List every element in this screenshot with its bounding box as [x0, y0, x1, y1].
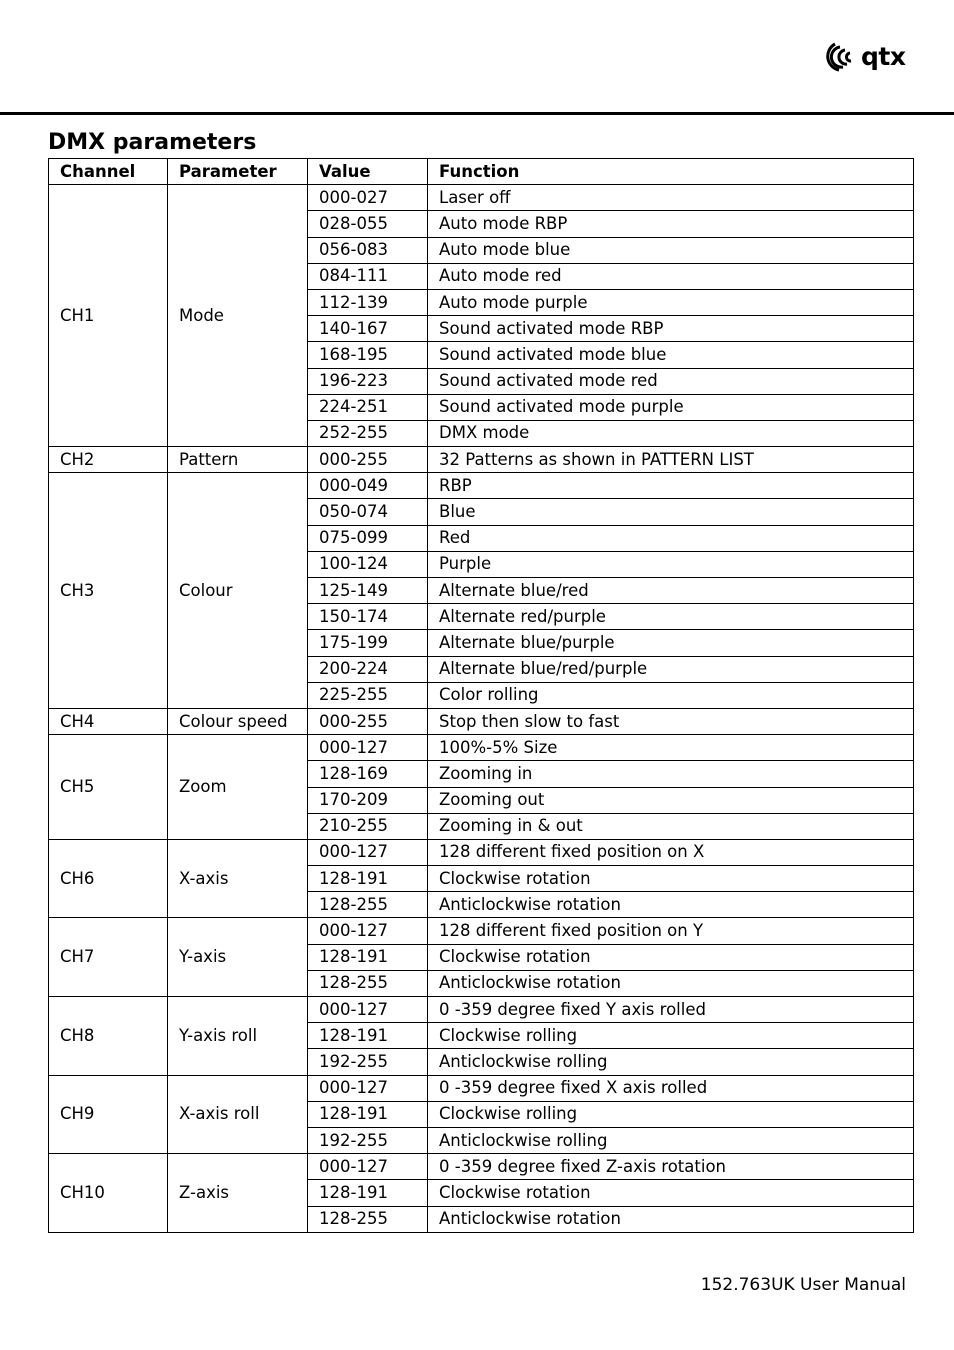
channel-cell: CH5	[49, 735, 168, 840]
value-cell: 128-255	[308, 970, 428, 996]
value-cell: 192-255	[308, 1049, 428, 1075]
table-row	[49, 708, 914, 734]
table-row	[49, 473, 914, 499]
column-header-function: Function	[428, 159, 914, 185]
table-row	[49, 735, 914, 761]
value-cell: 128-191	[308, 1023, 428, 1049]
value-cell: 112-139	[308, 289, 428, 315]
parameter-cell: Z-axis	[168, 1154, 308, 1233]
function-cell: Clockwise rotation	[428, 1180, 914, 1206]
parameter-cell: X-axis	[168, 839, 308, 918]
table-row	[49, 185, 914, 211]
channel-cell: CH6	[49, 839, 168, 918]
value-cell: 140-167	[308, 316, 428, 342]
brand-logo	[826, 40, 905, 74]
function-cell: Zooming out	[428, 787, 914, 813]
function-cell: Alternate blue/purple	[428, 630, 914, 656]
value-cell: 000-255	[308, 447, 428, 473]
function-cell: Anticlockwise rolling	[428, 1127, 914, 1153]
function-cell: Red	[428, 525, 914, 551]
value-cell: 084-111	[308, 263, 428, 289]
column-header-channel: Channel	[49, 159, 168, 185]
value-cell: 128-191	[308, 1101, 428, 1127]
function-cell: 100%-5% Size	[428, 735, 914, 761]
function-cell: Auto mode RBP	[428, 211, 914, 237]
value-cell: 196-223	[308, 368, 428, 394]
channel-cell: CH9	[49, 1075, 168, 1154]
function-cell: Blue	[428, 499, 914, 525]
page-title: DMX parameters	[48, 130, 257, 155]
value-cell: 056-083	[308, 237, 428, 263]
function-cell: Anticlockwise rotation	[428, 970, 914, 996]
channel-cell: CH2	[49, 447, 168, 473]
value-cell: 000-127	[308, 839, 428, 865]
value-cell: 000-127	[308, 735, 428, 761]
function-cell: Alternate blue/red	[428, 578, 914, 604]
channel-cell: CH8	[49, 997, 168, 1076]
value-cell: 168-195	[308, 342, 428, 368]
value-cell: 000-127	[308, 1075, 428, 1101]
value-cell: 128-169	[308, 761, 428, 787]
value-cell: 075-099	[308, 525, 428, 551]
value-cell: 192-255	[308, 1127, 428, 1153]
function-cell: 128 different fixed position on Y	[428, 918, 914, 944]
channel-cell: CH3	[49, 473, 168, 709]
function-cell: Anticlockwise rolling	[428, 1049, 914, 1075]
table-header-row	[49, 159, 914, 185]
function-cell: Clockwise rolling	[428, 1101, 914, 1127]
function-cell: RBP	[428, 473, 914, 499]
function-cell: Color rolling	[428, 682, 914, 708]
value-cell: 252-255	[308, 420, 428, 446]
value-cell: 000-255	[308, 708, 428, 734]
value-cell: 050-074	[308, 499, 428, 525]
value-cell: 125-149	[308, 578, 428, 604]
header-divider	[0, 112, 954, 115]
channel-cell: CH1	[49, 185, 168, 447]
parameter-cell: Mode	[168, 185, 308, 447]
column-header-value: Value	[308, 159, 428, 185]
function-cell: Anticlockwise rotation	[428, 892, 914, 918]
value-cell: 150-174	[308, 604, 428, 630]
channel-cell: CH4	[49, 708, 168, 734]
function-cell: Zooming in	[428, 761, 914, 787]
value-cell: 224-251	[308, 394, 428, 420]
value-cell: 000-127	[308, 997, 428, 1023]
function-cell: 0 -359 degree fixed X axis rolled	[428, 1075, 914, 1101]
value-cell: 128-191	[308, 866, 428, 892]
value-cell: 128-255	[308, 892, 428, 918]
value-cell: 210-255	[308, 813, 428, 839]
table-row	[49, 1154, 914, 1180]
function-cell: Alternate blue/red/purple	[428, 656, 914, 682]
parameter-cell: Zoom	[168, 735, 308, 840]
qtx-wave-logo-icon	[826, 40, 860, 74]
function-cell: Clockwise rotation	[428, 944, 914, 970]
function-cell: Clockwise rolling	[428, 1023, 914, 1049]
parameter-cell: Pattern	[168, 447, 308, 473]
function-cell: Alternate red/purple	[428, 604, 914, 630]
parameter-cell: X-axis roll	[168, 1075, 308, 1154]
table-body	[49, 185, 914, 1233]
table-row	[49, 1075, 914, 1101]
function-cell: 0 -359 degree fixed Y axis rolled	[428, 997, 914, 1023]
function-cell: Anticlockwise rotation	[428, 1206, 914, 1232]
function-cell: Sound activated mode red	[428, 368, 914, 394]
function-cell: DMX mode	[428, 420, 914, 446]
column-header-parameter: Parameter	[168, 159, 308, 185]
value-cell: 000-127	[308, 918, 428, 944]
function-cell: Sound activated mode RBP	[428, 316, 914, 342]
value-cell: 000-049	[308, 473, 428, 499]
function-cell: Stop then slow to fast	[428, 708, 914, 734]
value-cell: 128-191	[308, 944, 428, 970]
function-cell: 128 different fixed position on X	[428, 839, 914, 865]
value-cell: 100-124	[308, 551, 428, 577]
value-cell: 000-027	[308, 185, 428, 211]
function-cell: Auto mode red	[428, 263, 914, 289]
parameter-cell: Y-axis roll	[168, 997, 308, 1076]
function-cell: Auto mode purple	[428, 289, 914, 315]
channel-cell: CH10	[49, 1154, 168, 1233]
value-cell: 128-255	[308, 1206, 428, 1232]
function-cell: Auto mode blue	[428, 237, 914, 263]
logo-text: qtx	[861, 42, 906, 71]
value-cell: 170-209	[308, 787, 428, 813]
function-cell: Sound activated mode blue	[428, 342, 914, 368]
function-cell: Laser off	[428, 185, 914, 211]
table-row	[49, 997, 914, 1023]
channel-cell: CH7	[49, 918, 168, 997]
parameter-cell: Colour speed	[168, 708, 308, 734]
table-row	[49, 839, 914, 865]
function-cell: Zooming in & out	[428, 813, 914, 839]
function-cell: Sound activated mode purple	[428, 394, 914, 420]
value-cell: 225-255	[308, 682, 428, 708]
table-row	[49, 918, 914, 944]
function-cell: Purple	[428, 551, 914, 577]
function-cell: Clockwise rotation	[428, 866, 914, 892]
value-cell: 175-199	[308, 630, 428, 656]
parameter-cell: Y-axis	[168, 918, 308, 997]
parameter-cell: Colour	[168, 473, 308, 709]
table-row	[49, 447, 914, 473]
dmx-parameters-table	[48, 158, 914, 1233]
value-cell: 000-127	[308, 1154, 428, 1180]
function-cell: 32 Patterns as shown in PATTERN LIST	[428, 447, 914, 473]
footer-manual-reference: 152.763UK User Manual	[700, 1275, 906, 1295]
function-cell: 0 -359 degree fixed Z-axis rotation	[428, 1154, 914, 1180]
value-cell: 200-224	[308, 656, 428, 682]
value-cell: 028-055	[308, 211, 428, 237]
value-cell: 128-191	[308, 1180, 428, 1206]
